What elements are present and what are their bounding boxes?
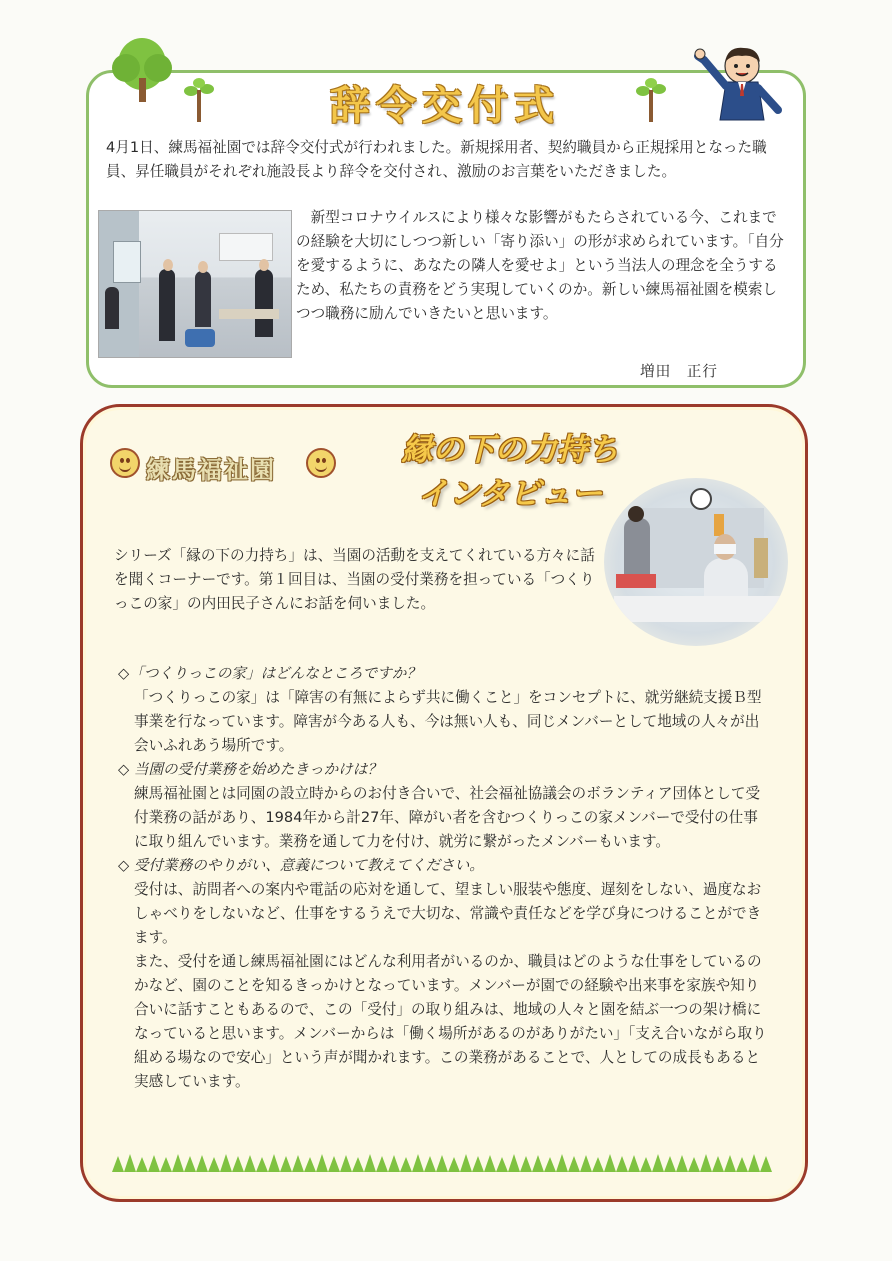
reception-photo: [604, 478, 788, 646]
question-1: ◇「つくりっこの家」はどんなところですか？: [118, 665, 421, 682]
businessman-mascot-icon: [694, 40, 786, 124]
ceremony-paragraph-1: 4月1日、練馬福祉園では辞令交付式が行われました。新規採用者、契約職員から正規採用となった職員、昇任職員がそれぞれ施設長より辞令を交付され、激励のお言葉をいただきました。: [106, 139, 767, 180]
interview-qa: [118, 662, 768, 1094]
org-name-title: 練馬福祉園: [146, 456, 276, 484]
sprout-icon: [184, 84, 214, 122]
tree-icon: [112, 38, 172, 102]
ceremony-paragraph-2: 新型コロナウイルスにより様々な影響がもたらされている今、これまでの経験を大切にしつつ新しい「寄り添い」の形が求められています。「自分を愛するように、あなたの隣人を愛せよ」という当法人の理念を全うするため、私たちの責務をどう実現していくのか。新しい練馬福祉園を模索しつつ職務に励んでいきたいと思います。: [296, 209, 784, 322]
author-signature: 増田 正行: [640, 363, 718, 380]
ceremony-photo: [98, 210, 292, 358]
ceremony-title: 辞令交付式: [330, 83, 560, 129]
smiley-icon: [110, 448, 140, 478]
interview-title-line2: インタビュー: [417, 476, 603, 512]
answer-3-part-1: 受付は、訪問者への案内や電話の応対を通して、望ましい服装や態度、遅刻をしない、過度なおしゃべりをしないなど、仕事をするうえで大切な、常識や責任などを学び身につけることができます。: [134, 881, 762, 946]
interview-title-line1: 縁の下の力持ち: [401, 432, 619, 468]
interview-intro: シリーズ「縁の下の力持ち」は、当園の活動を支えてくれている方々に話を聞くコーナーです。第１回目は、当園の受付業務を担っている「つくりっこの家」の内田民子さんにお話を伺いました。: [114, 547, 595, 612]
interview-title: [360, 428, 660, 516]
answer-2: 練馬福祉園とは同園の設立時からのお付き合いで、社会福祉協議会のボランティア団体として受付業務の話があり、1984年から計27年、障がい者を含むつくりっこの家メンバーで受付の仕事に取り組んでいます。業務を通して力を付け、就労に繋がったメンバーもいます。: [134, 785, 761, 850]
answer-3-part-2: また、受付を通し練馬福祉園にはどんな利用者がいるのか、職員はどのような仕事をしているのかなど、園のことを知るきっかけとなっています。メンバーが園での経験や出来事を家族や知り合いに話すこともあるので、この「受付」の取り組みは、地域の人々と園を結ぶ一つの架け橋になっていると思います。メンバーからは「働く場所があるのがありがたい」「支え合いながら取り組める場なので安心」という声が聞かれます。この業務があることで、人としての成長もあると実感しています。: [134, 953, 767, 1090]
smiley-icon: [306, 448, 336, 478]
question-3: ◇ 受付業務のやりがい、意義について教えてください。: [118, 857, 484, 874]
question-2: ◇ 当園の受付業務を始めたきっかけは？: [118, 761, 382, 778]
grass-decoration-icon: [112, 1152, 776, 1172]
answer-1: 「つくりっこの家」は「障害の有無によらず共に働くこと」をコンセプトに、就労継続支援Ｂ型事業を行なっています。障害が今ある人も、今は無い人も、同じメンバーとして地域の人々が出会いふれあう場所です。: [134, 689, 762, 754]
